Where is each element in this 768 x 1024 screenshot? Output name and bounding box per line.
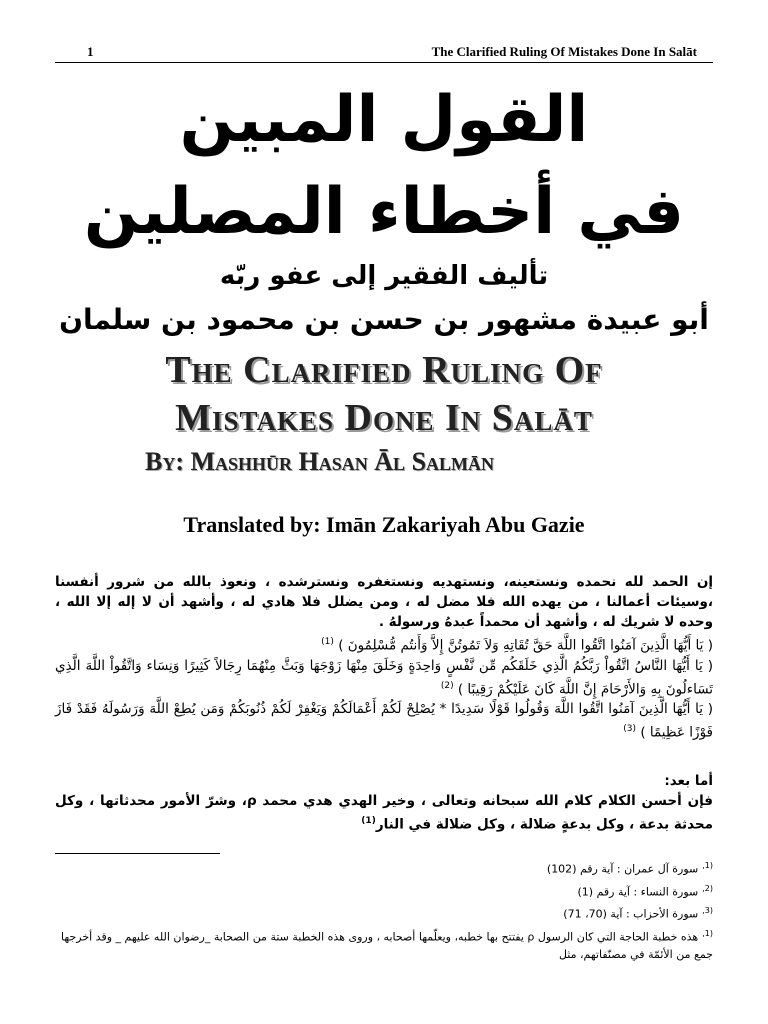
- verse-2-ref: (2): [440, 680, 454, 691]
- footnote-3: [55, 902, 713, 923]
- intro-text: إن الحمد لله نحمده ونستعينه، ونستهديه ونستغفره ونسترشده ، ونعوذ بالله من شرور أنفسنا ،وسيئات أعمالنا ، من يهده الله فلا مضل له ، ومن يضلل فلا هادي له ، وأشهد أن لا إله إلا الله ، وحده لا شريك له ، وأشهد أن محمداً عبدهُ ورسولهُ .: [55, 574, 713, 630]
- intro-paragraph: [55, 572, 713, 632]
- verse-3-text: ( يَا أَيُّهَا الَّذِينَ آمَنُوا اتَّقُوا اللَّهَ وَقُولُوا قَوْلًا سَدِيدًا * يُصْلِحْ لَكُمْ أَعْمَالَكُمْ وَيَغْفِرْ لَكُمْ ذُنُوبَكُمْ وَمَن يُطِعْ اللَّهَ وَرَسُولَهُ فَقَدْ فَازَ فَوْزًا عَظِيمًا ): [55, 701, 713, 741]
- footnote-4-text: هذه خطبة الحاجة التي كان الرسول ρ يفتتح بها خطبه، ويعلّمها أصحابه ، وروى هذه الخطبة ستة من الصحابة _رضوان الله عليهم _ وقد أخرجها جمع من الأئمّة في مصنّفاتهم، مثل: [61, 930, 713, 961]
- footnote-4-num: (1,: [702, 928, 713, 938]
- footnote-1: [55, 857, 713, 878]
- translator-credit: Translated by: Imān Zakariyah Abu Gazie: [183, 512, 585, 537]
- running-header: [55, 44, 713, 63]
- author-byline: By: Mashhūr Hasan Āl Salmān: [145, 447, 495, 476]
- footnote-4: [55, 925, 713, 963]
- verse-1: [55, 632, 713, 656]
- footnote-2-num: (2,: [702, 883, 713, 893]
- verse-1-text: ( يَا أَيُّهَا الَّذِينَ آمَنُوا اتَّقُوا اللَّهَ حَقَّ تُقَاتِهِ وَلاَ تَمُوتُنَّ إِلاَّ وَأَنتُم مُّسْلِمُونَ ): [338, 637, 713, 654]
- verse-3: [55, 699, 713, 743]
- quran-verses: [55, 632, 713, 743]
- amma-bad-heading: أما بعد:: [664, 773, 713, 789]
- english-title-line-2: Mistakes Done In Salāt: [175, 397, 593, 439]
- arabic-title-line-1: القول المبين: [179, 83, 589, 157]
- arabic-author-intro: تأليف الفقير إلى عفو ربّه: [219, 261, 549, 291]
- page-number: 1: [87, 44, 94, 59]
- amma-bad-section: [55, 771, 713, 835]
- verse-2: [55, 656, 713, 700]
- arabic-title-line-2: في أخطاء المصلين: [83, 175, 685, 249]
- footnote-3-num: (3,: [702, 906, 713, 916]
- footnote-2: [55, 880, 713, 901]
- arabic-author-name: أبو عبيدة مشهور بن حسن بن محمود بن سلمان: [59, 303, 709, 336]
- footnote-1-text: سورة آل عمران : آية رقم (102): [546, 862, 699, 876]
- verse-3-ref: (3): [623, 724, 637, 734]
- running-title: The Clarified Ruling Of Mistakes Done In Salāt: [431, 44, 697, 59]
- amma-bad-paragraph: [55, 791, 713, 835]
- footnotes: [55, 857, 713, 965]
- footnote-separator: [55, 853, 220, 854]
- verse-2-text: ( يَا أَيُّهَا النَّاسُ اتَّقُواْ رَبَّكُمُ الَّذِي خَلَقَكُم مِّن نَّفْسٍ وَاحِدَةٍ وَخَلَقَ مِنْهَا زَوْجَهَا وَبَثَّ مِنْهُمَا رِجَالاً كَثِيرًا وَنِسَاء وَاتَّقُواْ اللَّهَ الَّذِي تَسَاءلُونَ بِهِ وَالأَرْحَامَ إِنَّ اللَّهَ كَانَ عَلَيْكُمْ رَقِيبًا ): [55, 657, 713, 697]
- footnote-3-text: سورة الأحزاب : آية (70، 71): [563, 907, 699, 921]
- amma-bad-text: فإن أحسن الكلام كلام الله سبحانه وتعالى ، وخير الهدي هدي محمد ρ، وشرّ الأمور محدثاتها ، وكل محدثة بدعة ، وكل بدعةٍ ضلالة ، وكل ضلالة في النار: [55, 793, 714, 833]
- amma-bad-ref: (1): [361, 816, 376, 826]
- verse-1-ref: (1): [321, 637, 334, 647]
- footnote-2-text: سورة النساء : آية رقم (1): [577, 885, 699, 899]
- english-title-line-1: The Clarified Ruling Of: [165, 349, 603, 391]
- footnote-1-num: (1,: [702, 861, 713, 870]
